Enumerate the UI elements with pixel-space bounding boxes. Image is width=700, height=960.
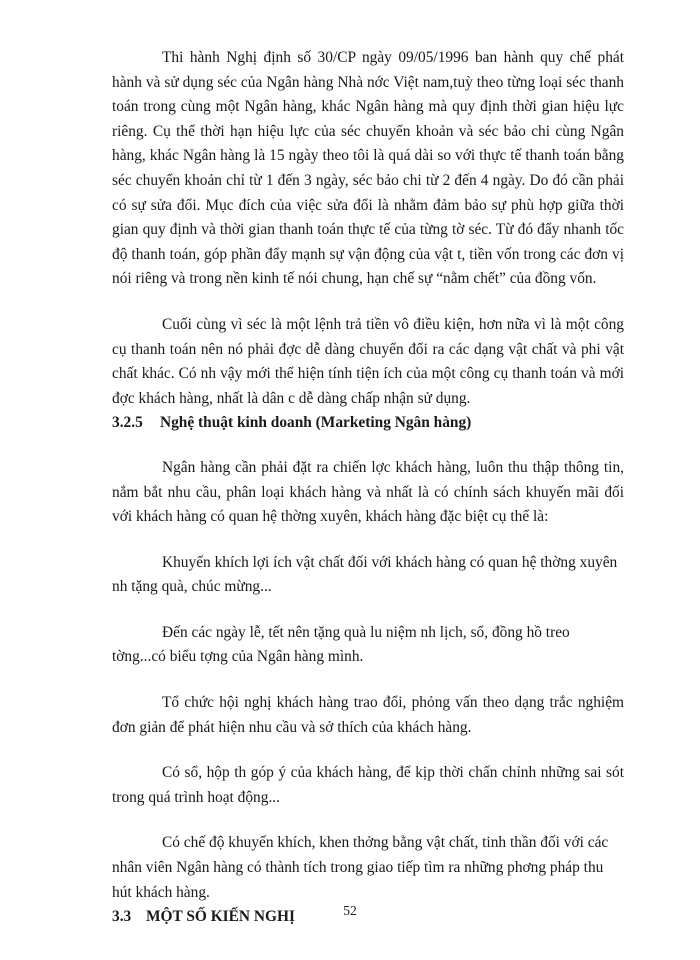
paragraph-suggestion-box: Có sổ, hộp th góp ý của khách hàng, để kịp thời chấn chỉnh những sai sót trong quá trình hoạt động... xyxy=(112,764,624,806)
paragraph-cheque-conversion: Cuối cùng vì séc là một lệnh trả tiền vô điều kiện, hơn nữa vì là một công cụ thanh toán nên nó phải đợc dễ dàng chuyển đổi ra các dạng vật chất và phi vật chất khác. Có nh vậy mới thể hiện tính tiện ích của một công cụ thanh toán và mới đợc khách hàng, nhất là dân c dễ dàng chấp nhận sử dụng. xyxy=(112,315,624,407)
page-number: 52 xyxy=(343,903,357,918)
paragraph-staff-rewards: Có chế độ khuyến khích, khen thởng bằng vật chất, tinh thần đối với các nhân viên Ngân hàng có thành tích trong giao tiếp tìm ra những phơng pháp thu hút khách hàng. xyxy=(112,834,609,901)
section-number: 3.3 xyxy=(112,908,132,926)
document-page xyxy=(112,46,624,930)
paragraph-cheque-validity: Thi hành Nghị định số 30/CP ngày 09/05/1996 ban hành quy chế phát hành và sử dụng séc của Ngân hàng Nhà nớc Việt nam,tuỳ theo từng loại séc thanh toán trong cùng một Ngân hàng, khác Ngân hàng mà quy định thời gian hiệu lực riêng. Cụ thể thời hạn hiệu lực của séc chuyển khoản và séc bảo chi cùng Ngân hàng, khác Ngân hàng là 15 ngày theo tôi là quá dài so với thực tế thanh toán bằng séc chuyển khoản chỉ từ 1 đến 3 ngày, séc bảo chi từ 2 đến 4 ngày. Do đó cần phải có sự sửa đổi. Mục đích của việc sửa đổi là nhằm đảm bảo sự phù hợp giữa thời gian quy định và thời gian thanh toán thực tế của từng tờ séc. Từ đó đẩy nhanh tốc độ thanh toán, góp phần đẩy mạnh sự vận động của vật t, tiền vốn trong các đơn vị nói riêng và trong nền kinh tế nói chung, hạn chế sự “nằm chết” của đồng vốn. xyxy=(112,49,624,288)
paragraph-incentives: Khuyến khích lợi ích vật chất đối với khách hàng có quan hệ thờng xuyên nh tặng quà, chúc mừng... xyxy=(112,553,618,596)
paragraph-holiday-gifts: Đến các ngày lễ, tết nên tặng quà lu niệm nh lịch, sổ, đồng hồ treo tờng...có biểu tợng của Ngân hàng mình. xyxy=(112,623,570,666)
paragraph-customer-conference: Tổ chức hội nghị khách hàng trao đổi, phỏng vấn theo dạng trắc nghiệm đơn giản để phát hiện nhu cầu và sở thích của khách hàng. xyxy=(112,694,624,736)
section-heading-3-2-5 xyxy=(112,411,624,436)
paragraph-customer-strategy: Ngân hàng cần phải đặt ra chiến lợc khách hàng, luôn thu thập thông tin, nắm bắt nhu cầu, phân loại khách hàng và nhất là có chính sách khuyến mãi đối với khách hàng có quan hệ thờng xuyên, khách hàng đặc biệt cụ thể là: xyxy=(112,458,624,526)
section-title: Nghệ thuật kinh doanh (Marketing Ngân hàng) xyxy=(160,414,472,432)
section-title: MỘT SỐ KIẾN NGHỊ xyxy=(146,908,295,926)
section-number: 3.2.5 xyxy=(112,414,143,432)
